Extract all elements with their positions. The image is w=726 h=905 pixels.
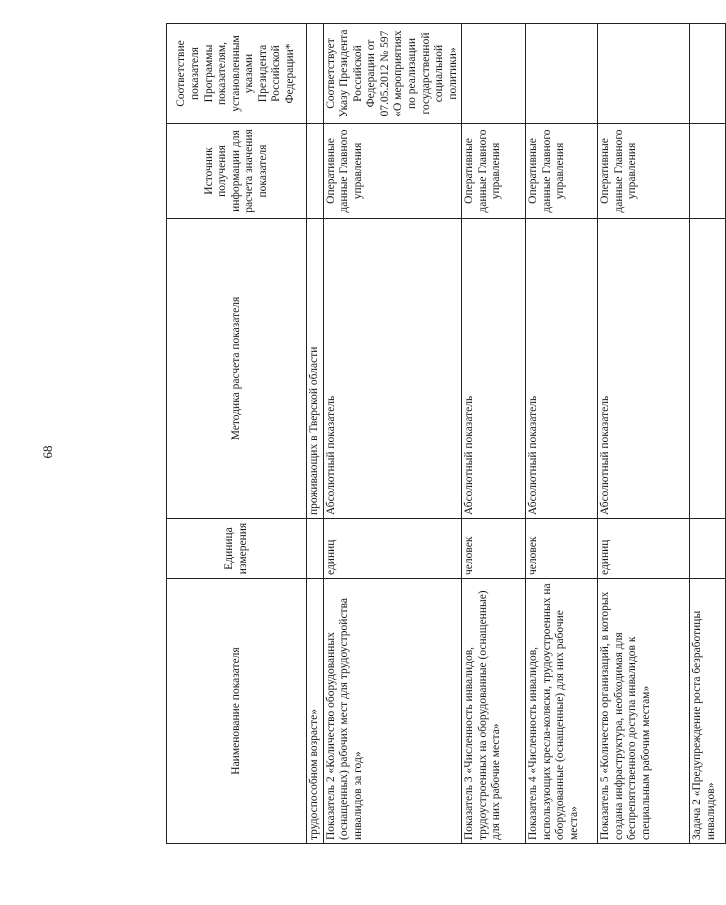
cell-name: Показатель 3 «Численность инвалидов, трудоустроенных на оборудованные (оснащенные) для них рабочие места» (462, 579, 526, 844)
cell-name: трудоспособном возрасте» (307, 579, 324, 844)
header-method: Методика расчета показателя (167, 219, 307, 519)
cell-method: Абсолютный показатель (462, 219, 526, 519)
cell-unit: человек (526, 519, 598, 579)
header-unit: Единица измерения (167, 519, 307, 579)
indicator-table (166, 23, 726, 844)
page-number: 68 (40, 445, 55, 459)
header-source: Источник получения информации для расчета значения показателя (167, 124, 307, 219)
cell-source (307, 124, 324, 219)
cell-source: Оперативные данные Главного управления (462, 124, 526, 219)
cell-unit: человек (462, 519, 526, 579)
cell-name: Показатель 5 «Количество организаций, в которых создана инфраструктура, необходимая для беспрепятственного доступа инвалидов к специальным рабочим местам» (598, 579, 690, 844)
cell-method: Абсолютный показатель (323, 219, 462, 519)
table-row (526, 24, 598, 844)
cell-source (690, 124, 726, 219)
cell-compliance (526, 24, 598, 124)
cell-source: Оперативные данные Главного управления (323, 124, 462, 219)
table-row (307, 24, 324, 844)
cell-source: Оперативные данные Главного управления (526, 124, 598, 219)
cell-compliance (307, 24, 324, 124)
cell-unit (307, 519, 324, 579)
table-row (323, 24, 462, 844)
cell-compliance (462, 24, 526, 124)
table-row (690, 24, 726, 844)
cell-name: Задача 2 «Предупреждение роста безработицы инвалидов» (690, 579, 726, 844)
cell-unit (690, 519, 726, 579)
cell-name: Показатель 4 «Численность инвалидов, использующих кресла-коляски, трудоустроенных на оборудованные (оснащенные) для них рабочие места» (526, 579, 598, 844)
cell-compliance: Соответствует Указу Президента Российской Федерации от 07.05.2012 № 597 «О мероприятиях по реализации государственной социальной политики» (323, 24, 462, 124)
cell-unit: единиц (323, 519, 462, 579)
table-row (598, 24, 690, 844)
cell-compliance (690, 24, 726, 124)
cell-compliance (598, 24, 690, 124)
cell-source: Оперативные данные Главного управления (598, 124, 690, 219)
table-row (462, 24, 526, 844)
header-compliance: Соответствие показателя Программы показателям, установленным указами Президента Российской Федерации* (167, 24, 307, 124)
cell-unit: единиц (598, 519, 690, 579)
indicator-table-container (166, 24, 717, 844)
cell-method: проживающих в Тверской области (307, 219, 324, 519)
cell-method: Абсолютный показатель (526, 219, 598, 519)
cell-method (690, 219, 726, 519)
cell-name: Показатель 2 «Количество оборудованных (оснащенных) рабочих мест для трудоустройства инвалидов за год» (323, 579, 462, 844)
table-header-row (167, 24, 307, 844)
cell-method: Абсолютный показатель (598, 219, 690, 519)
header-indicator-name: Наименование показателя (167, 579, 307, 844)
